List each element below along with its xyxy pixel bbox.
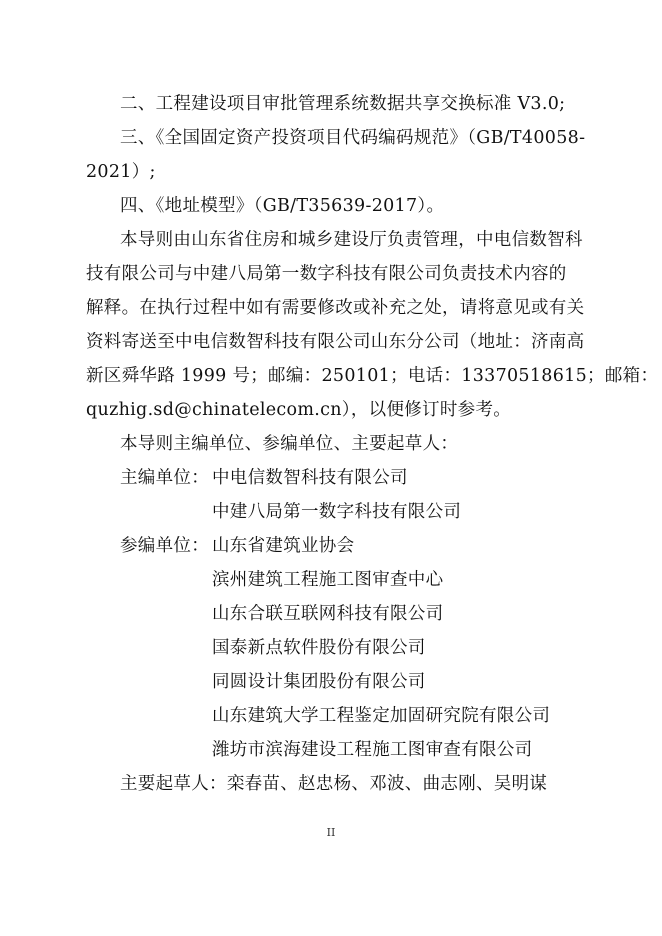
management-paragraph-line-6: quzhig.sd@chinatelecom.cn），以便修订时参考。 [86, 400, 512, 420]
management-paragraph-line-1: 本导则由山东省住房和城乡建设厅负责管理，中电信数智科 [120, 230, 583, 250]
drafters-label: 主要起草人： [120, 774, 227, 794]
participating-units-label: 参编单位： [120, 536, 209, 556]
management-paragraph-line-2: 技有限公司与中建八局第一数字科技有限公司负责技术内容的 [86, 264, 567, 284]
management-paragraph-line-5: 新区舜华路 1999 号；邮编：250101；电话：13370518615；邮箱： [86, 366, 659, 386]
participating-unit: 滨州建筑工程施工图审查中心 [212, 570, 444, 590]
participating-unit: 国泰新点软件股份有限公司 [212, 638, 426, 658]
drafters-row [120, 772, 610, 796]
participating-unit: 山东建筑大学工程鉴定加固研究院有限公司 [212, 706, 551, 726]
participating-unit: 同圆设计集团股份有限公司 [212, 672, 426, 692]
reference-item-3-line-1: 三、《全国固定资产投资项目代码编码规范》（GB/T40058- [120, 128, 586, 148]
drafters-names: 栾春苗、赵忠杨、邓波、曲志刚、吴明谋 [226, 774, 548, 794]
participating-unit: 山东省建筑业协会 [212, 536, 355, 556]
management-paragraph-line-4: 资料寄送至中电信数智科技有限公司山东分公司（地址：济南高 [86, 332, 585, 352]
reference-item-2: 二、工程建设项目审批管理系统数据共享交换标准 V3.0; [120, 94, 566, 114]
chief-unit: 中建八局第一数字科技有限公司 [212, 502, 462, 522]
management-paragraph-line-3: 解释。在执行过程中如有需要修改或补充之处，请将意见或有关 [86, 298, 585, 318]
chief-units-label: 主编单位： [120, 468, 209, 488]
reference-item-3-line-2: 2021）; [86, 162, 156, 182]
participating-unit: 潍坊市滨海建设工程施工图审查有限公司 [212, 740, 533, 760]
page-number: II [326, 826, 336, 839]
participating-unit: 山东合联互联网科技有限公司 [212, 604, 444, 624]
units-intro: 本导则主编单位、参编单位、主要起草人： [120, 434, 459, 454]
chief-unit: 中电信数智科技有限公司 [212, 468, 408, 488]
reference-item-4: 四、《地址模型》（GB/T35639-2017）。 [120, 196, 445, 216]
